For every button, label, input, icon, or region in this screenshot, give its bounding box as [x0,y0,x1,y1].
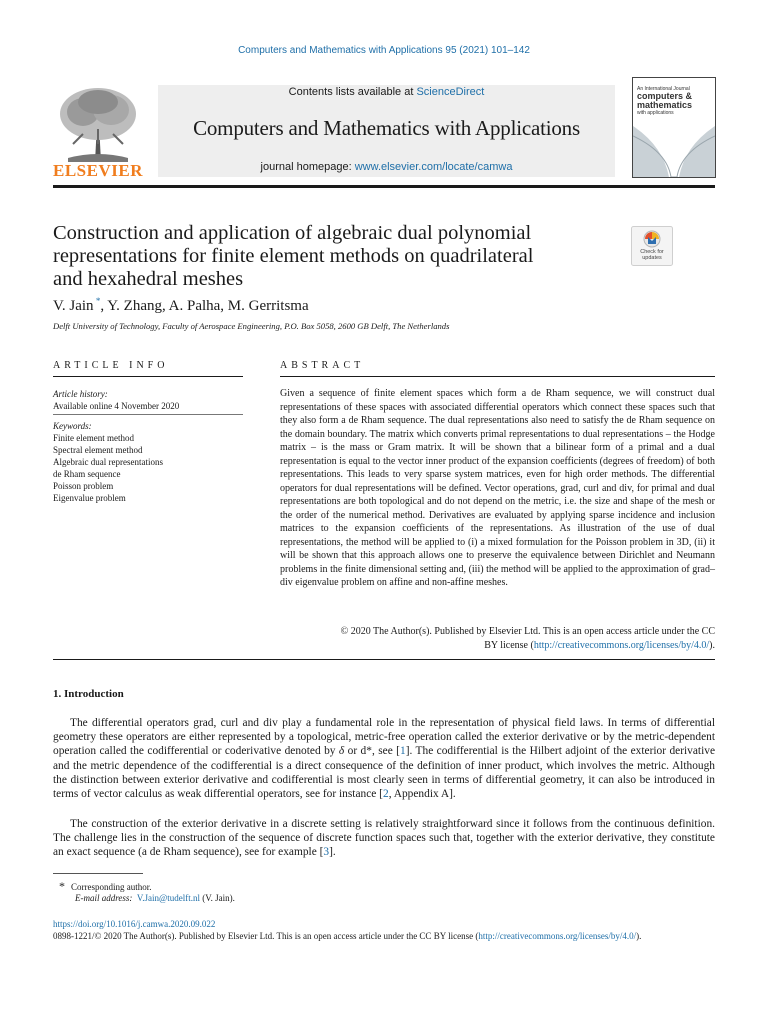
contents-available [158,86,615,98]
footnote-star: * [59,879,65,893]
author-list [53,296,309,315]
article-info-rule [53,376,243,377]
abstract-rule [280,376,715,377]
check-for-updates-badge[interactable] [631,226,673,266]
journal-cover-thumbnail[interactable] [632,77,716,178]
title-line: representations for finite element methods on quadrilateral [53,245,534,267]
header-rule [53,185,715,188]
text-run: The construction of the exterior derivative in a discrete setting is relatively straightforward since it follows from the continuous definition. The challenge lies in the construction of the sequence of discrete function spaces such that, together with the exterior derivative, they constitute an exact sequence (a de Rham sequence), see for example [ [53,818,715,859]
copyright-prefix: BY license ( [484,639,534,651]
cover-line: An International Journal [637,86,690,92]
abstract-heading: ABSTRACT [280,360,365,371]
journal-title: Computers and Mathematics with Applications [193,116,580,140]
delta-symbol: δ [338,745,345,758]
journal-homepage [158,161,615,173]
reference-link[interactable]: 2 [382,788,389,801]
title-line: Construction and application of algebraic dual polynomial [53,222,532,244]
email-link[interactable]: V.Jain@tudelft.nl [136,893,201,903]
license-link[interactable]: http://creativecommons.org/licenses/by/4.0/ [533,639,710,651]
text-run: ]. [329,846,336,859]
keyword: Algebraic dual representations [53,457,163,467]
keyword: Eigenvalue problem [53,493,126,503]
abstract-copyright [280,625,715,652]
footnote-email [75,892,235,904]
keywords-block [53,420,243,504]
doi-link[interactable]: https://doi.org/10.1016/j.camwa.2020.09.022 [53,919,216,929]
journal-citation[interactable]: Computers and Mathematics with Applications 95 (2021) 101–142 [238,45,530,56]
author-first[interactable]: V. Jain [53,298,94,314]
intro-paragraph-1 [53,716,715,801]
history-value: Available online 4 November 2020 [53,401,180,411]
license-link-footer[interactable]: http://creativecommons.org/licenses/by/4.0/ [478,931,637,941]
title-line: and hexahedral meshes [53,268,244,290]
dstar-symbol: d* [360,745,372,758]
homepage-link[interactable]: www.elsevier.com/locate/camwa [354,161,513,173]
sciencedirect-link[interactable]: ScienceDirect [416,86,485,98]
elsevier-wordmark: ELSEVIER [53,161,143,180]
keywords-rule [53,414,243,415]
email-suffix: (V. Jain). [200,893,235,903]
history-label: Article history: [53,389,108,399]
intro-paragraph-2 [53,817,715,860]
keyword: Finite element method [53,433,134,443]
contents-prefix: Contents lists available at [288,86,417,98]
text-run: or [344,745,361,758]
corresponding-text: Corresponding author. [71,882,152,892]
copyright-suffix: ). [709,639,715,651]
cover-line: computers & [637,91,693,101]
author-rest: , Y. Zhang, A. Palha, M. Gerritsma [100,298,309,314]
copyright-line: © 2020 The Author(s). Published by Elsevier Ltd. This is an open access article under the CC [340,626,715,637]
footer-doi-license [53,918,715,942]
reference-link[interactable]: 3 [323,846,330,859]
keywords-label: Keywords: [53,421,92,431]
check-updates-line: updates [642,255,662,261]
affiliation: Delft University of Technology, Faculty of Aerospace Engineering, P.O. Box 5058, 2600 GB Delft, The Netherlands [53,321,450,331]
email-label: E-mail address: [75,893,133,903]
license-suffix: ). [636,931,642,941]
article-history [53,388,243,412]
text-run: , see [ [371,745,400,758]
license-text: 0898-1221/© 2020 The Author(s). Published by Elsevier Ltd. This is an open access article under the CC BY license ( [53,931,479,941]
keyword: Spectral element method [53,445,143,455]
copyright-line-2 [280,639,715,653]
abstract-text: Given a sequence of finite element spaces which form a de Rham sequence, we will construct dual representations of these spaces with associated differential operators which connect these spaces such that they also form a de Rham sequence. The dual representations also need to satisfy the de Rham sequence on the domain boundary. The matrix which converts primal representations to dual representations – the Hodge matrix – is the mass or Gram matrix. It will be shown that a bilinear form of a primal and a dual representation is equal to the vector inner product of the expansion coefficients (degrees of freedom) of both representations. This leads to very sparse system matrices, even for high order methods. The differential operators for dual representations will be defined. Vector operations, grad, curl and div, for primal and dual representations are both topological and do not depend on the metric, i.e. the size and shape of the mesh or the order of the numerical method. Derivatives are evaluated by applying sparse incidence and inclusion matrices to the expansion coefficients of the representations. As illustration of the use of dual representations, the method will be applied to (i) a mixed formulation for the Poisson problem in 3D, (ii) it will be shown that this approach allows one to preserve the equivalence between Dirichlet and Neumann problems in the finite dimensional setting and, (iii) the method will be applied to the approximation of grad–div eigenvalue problem on affine and non-affine meshes. [280,388,715,588]
corresponding-author-star[interactable]: * [93,296,101,306]
cover-line: mathematics [637,100,693,110]
homepage-prefix: journal homepage: [260,161,355,173]
abstract-bottom-rule [53,659,715,660]
footnote-rule [53,873,143,874]
text-run: , Appendix A]. [388,788,456,801]
section-heading-introduction: 1. Introduction [53,688,124,700]
check-updates-line: Check for [640,249,664,255]
license-statement [53,930,715,942]
cover-line: with applications [637,110,674,116]
keyword: de Rham sequence [53,469,121,479]
reference-link[interactable]: 1 [399,745,406,758]
article-title [53,222,613,291]
text-run: ]. The codifferential is the Hilbert adjoint of the exterior derivative and the metric dependence of the codifferential is a direct consequence of the definition of inner product, which involves the metric. Although the distinction between exterior derivative and codifferential is most clearly seen in terms of differential geometry, it can also be introduced in terms of vector calculus as weak differential operators, see for instance [ [53,745,715,801]
keyword: Poisson problem [53,481,114,491]
text-run: The differential operators grad, curl and div play a fundamental role in the representation of physical field laws. In terms of differential geometry these operators are either represented by a topological, metric-free operation called the exterior derivative or by the metric-dependent operation called the codifferential or coderivative denoted by [53,717,715,758]
article-info-heading: ARTICLE INFO [53,360,169,371]
